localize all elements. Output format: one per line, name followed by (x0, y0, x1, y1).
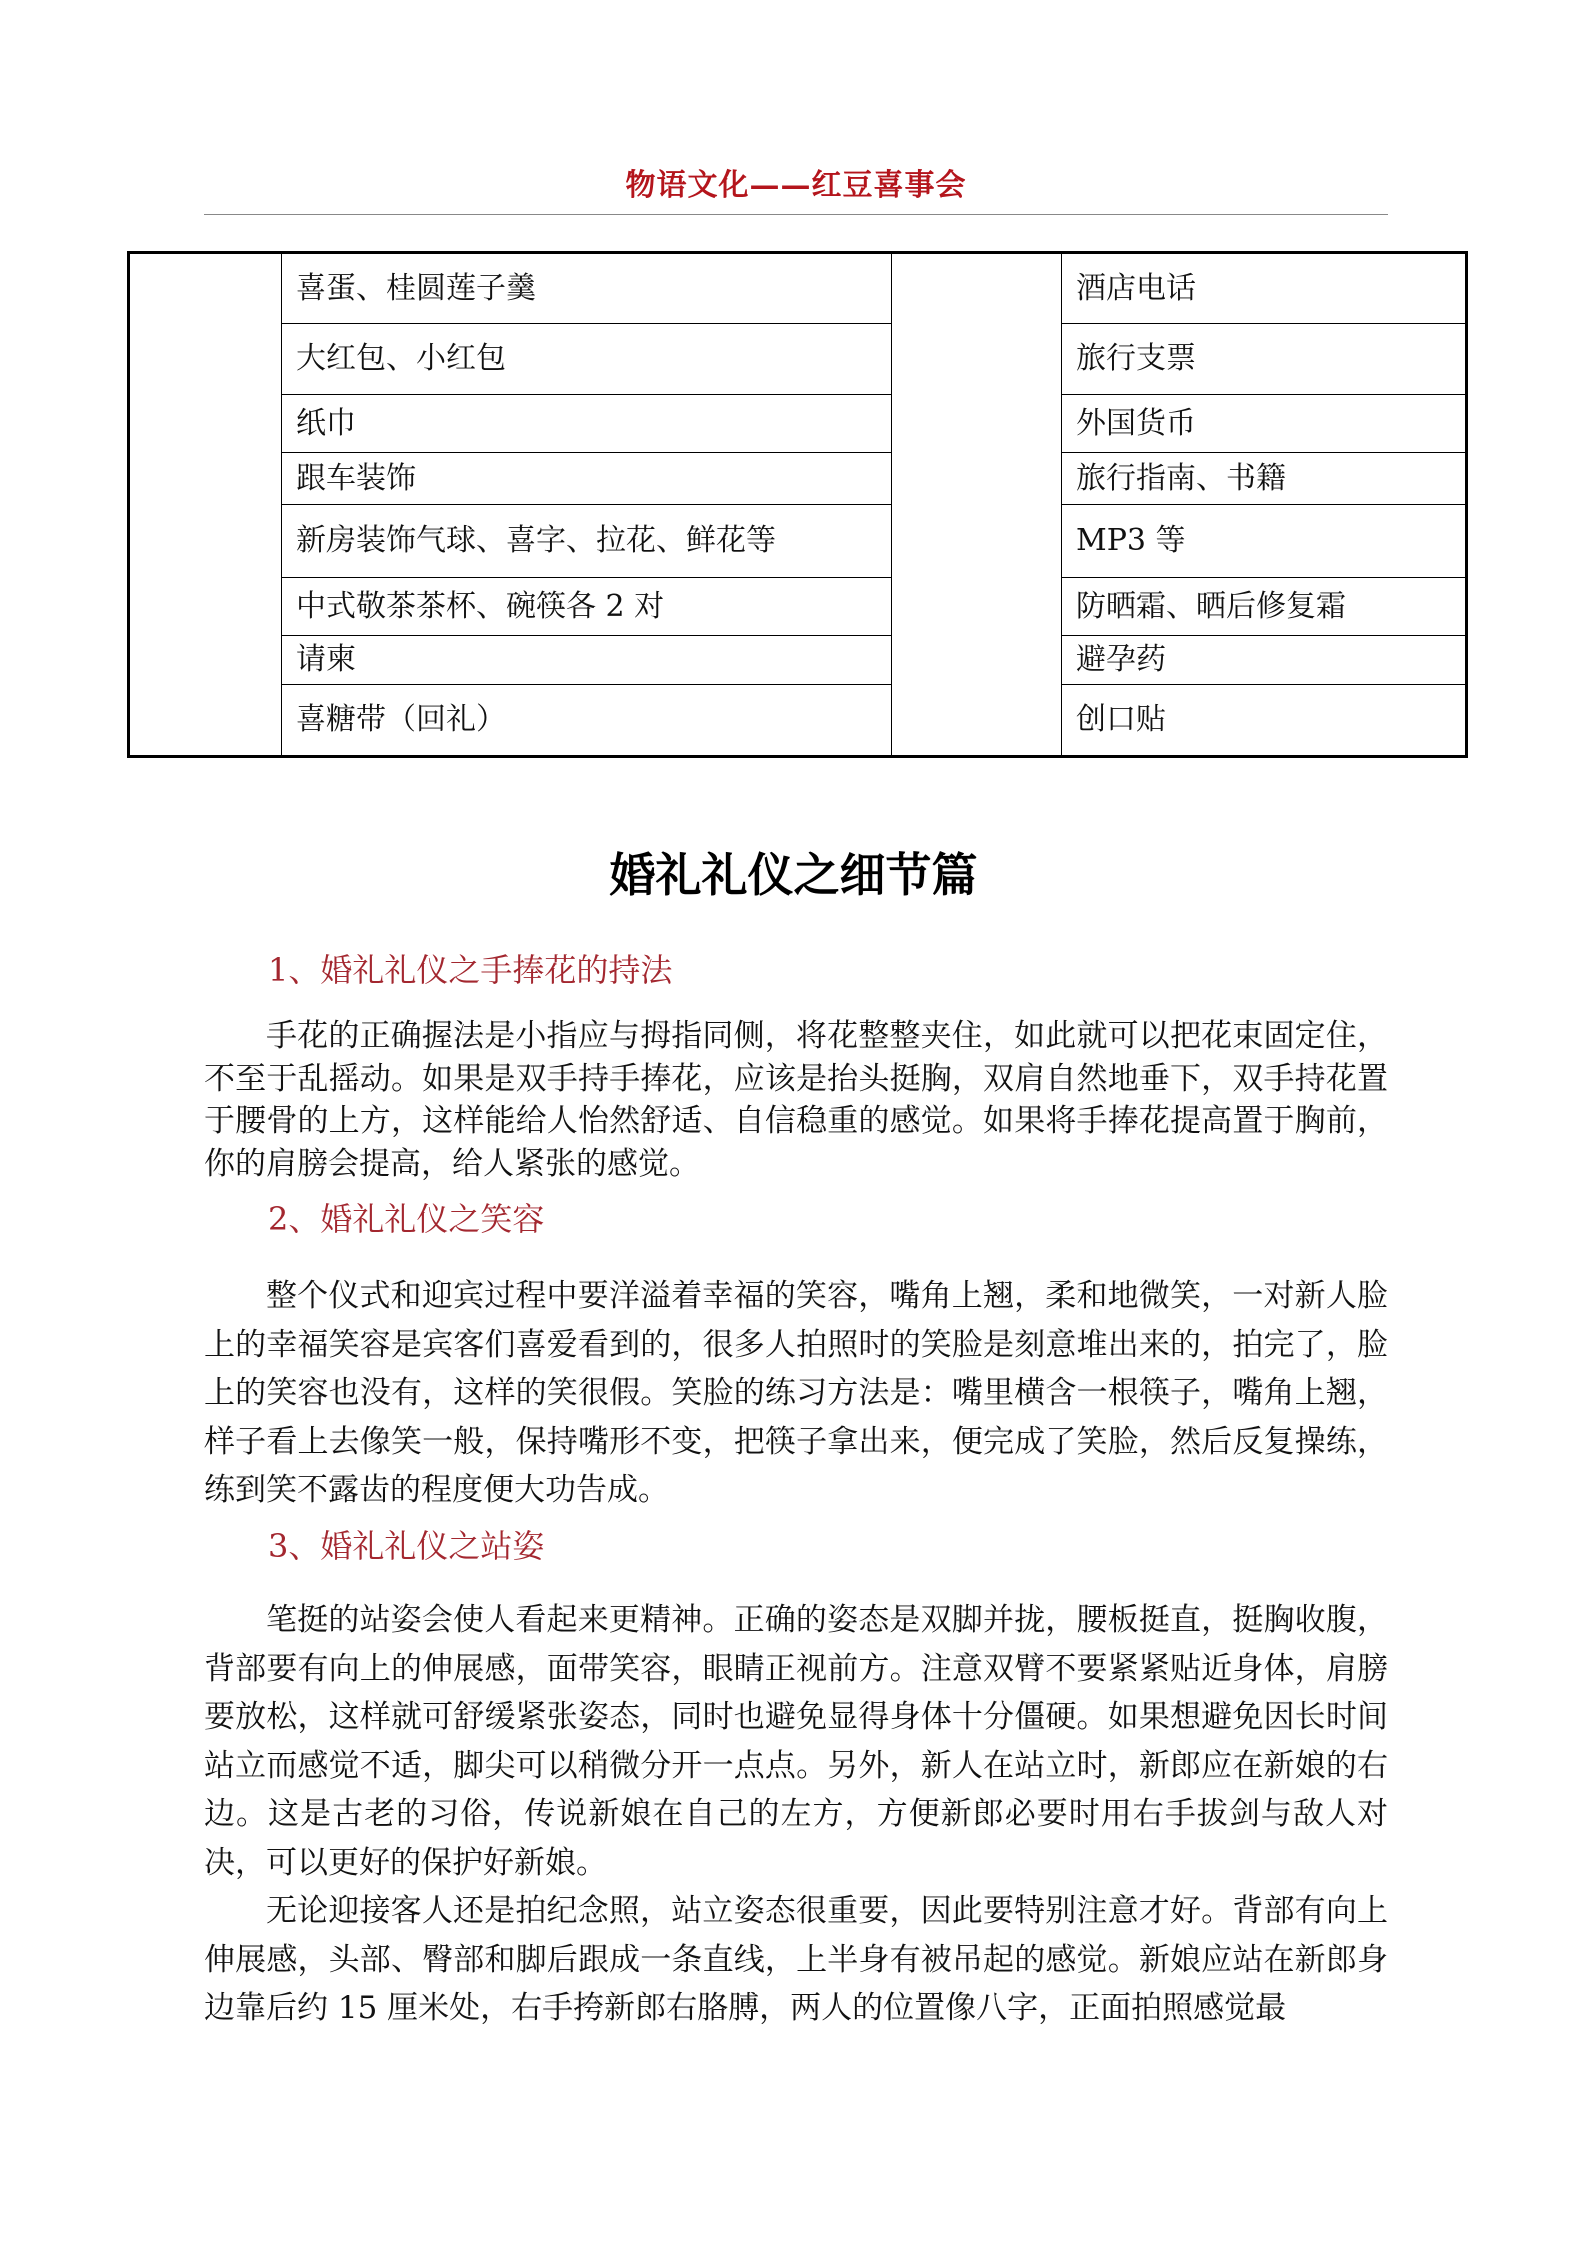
checklist-item: 旅行支票 (1062, 324, 1467, 394)
table-row (129, 636, 1467, 684)
checklist-item: 纸巾 (282, 394, 892, 452)
table-row (129, 394, 1467, 452)
checklist-item: 创口贴 (1062, 684, 1467, 756)
table-row (129, 453, 1467, 505)
paragraph: 无论迎接客人还是拍纪念照，站立姿态很重要，因此要特别注意才好。背部有向上伸展感，头部、臀部和脚后跟成一条直线，上半身有被吊起的感觉。新娘应站在新郎身边靠后约 15 厘米处，右手挎新郎右胳膊，两人的位置像八字，正面拍照感觉最 (204, 1893, 1388, 2026)
checklist-item: 跟车装饰 (282, 453, 892, 505)
paragraph: 手花的正确握法是小指应与拇指同侧，将花整整夹住，如此就可以把花束固定住，不至于乱摇动。如果是双手持手捧花，应该是抬头挺胸，双肩自然地垂下，双手持花置于腰骨的上方，这样能给人怡然舒适、自信稳重的感觉。如果将手捧花提高置于胸前，你的肩膀会提高，给人紧张的感觉。 (204, 1018, 1388, 1182)
table-row (129, 577, 1467, 635)
table-row (129, 324, 1467, 394)
checklist-item: 酒店电话 (1062, 253, 1467, 324)
page-header-title: 物语文化——红豆喜事会 (625, 168, 967, 203)
checklist-item: MP3 等 (1062, 505, 1467, 577)
table-row (129, 505, 1467, 577)
checklist-item: 喜蛋、桂圆莲子羹 (282, 253, 892, 324)
section-heading: 3、婚礼礼仪之站姿 (268, 1527, 545, 1565)
table-row (129, 253, 1467, 324)
checklist-item: 大红包、小红包 (282, 324, 892, 394)
blank-column-cell (892, 253, 1062, 757)
checklist-item: 防晒霜、晒后修复霜 (1062, 577, 1467, 635)
blank-column-cell (129, 253, 282, 757)
checklist-item: 请柬 (282, 636, 892, 684)
paragraph: 整个仪式和迎宾过程中要洋溢着幸福的笑容，嘴角上翘，柔和地微笑，一对新人脸上的幸福笑容是宾客们喜爱看到的，很多人拍照时的笑脸是刻意堆出来的，拍完了，脸上的笑容也没有，这样的笑很假。笑脸的练习方法是：嘴里横含一根筷子，嘴角上翘，样子看上去像笑一般，保持嘴形不变，把筷子拿出来，便完成了笑脸，然后反复操练，练到笑不露齿的程度便大功告成。 (204, 1278, 1388, 1508)
paragraph: 笔挺的站姿会使人看起来更精神。正确的姿态是双脚并拢，腰板挺直，挺胸收腹，背部要有向上的伸展感，面带笑容，眼睛正视前方。注意双臂不要紧紧贴近身体，肩膀要放松，这样就可舒缓紧张姿态，同时也避免显得身体十分僵硬。如果想避免因长时间站立而感觉不适，脚尖可以稍微分开一点点。另外，新人在站立时，新郎应在新娘的右边。这是古老的习俗，传说新娘在自己的左方，方便新郎必要时用右手拔剑与敌人对决，可以更好的保护好新娘。 (204, 1602, 1388, 1881)
wedding-checklist-table (127, 251, 1468, 758)
checklist-item: 外国货币 (1062, 394, 1467, 452)
header-divider (204, 214, 1388, 215)
checklist-item: 旅行指南、书籍 (1062, 453, 1467, 505)
checklist-item: 喜糖带（回礼） (282, 684, 892, 756)
checklist-item: 避孕药 (1062, 636, 1467, 684)
section-heading: 2、婚礼礼仪之笑容 (268, 1200, 545, 1238)
checklist-item: 新房装饰气球、喜字、拉花、鲜花等 (282, 505, 892, 577)
section-heading: 1、婚礼礼仪之手捧花的持法 (268, 951, 673, 989)
checklist-item: 中式敬茶茶杯、碗筷各 2 对 (282, 577, 892, 635)
table-row (129, 684, 1467, 756)
article-title: 婚礼礼仪之细节篇 (609, 848, 978, 902)
